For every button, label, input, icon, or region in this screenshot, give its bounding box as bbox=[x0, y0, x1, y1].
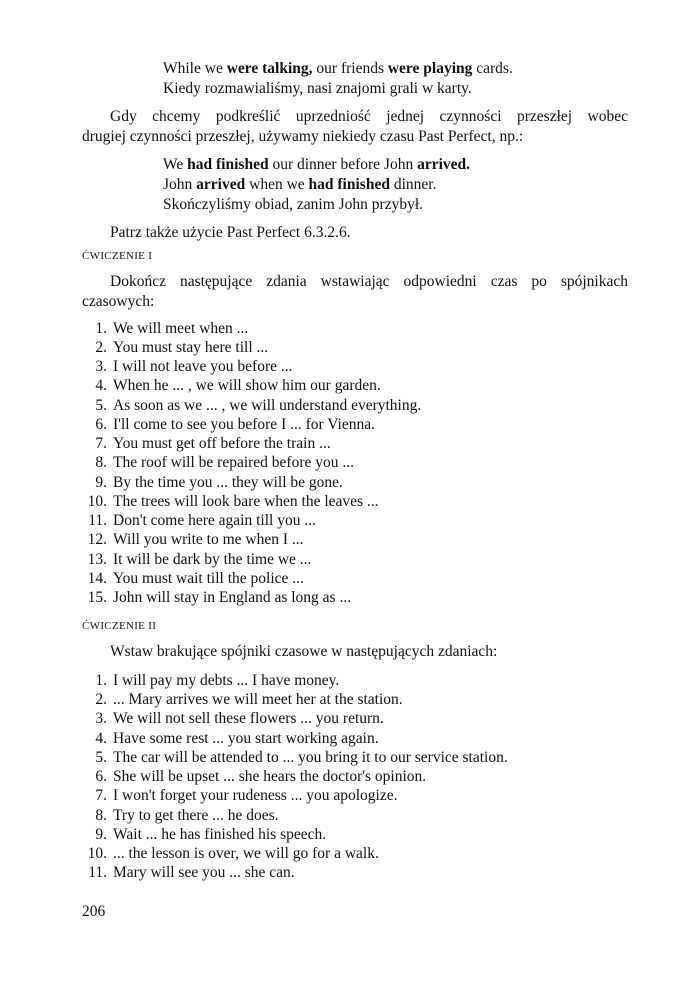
exercise-1-heading: ĆWICZENIE I bbox=[82, 250, 153, 262]
item-number: 3. bbox=[95, 710, 107, 727]
exercise-1-item bbox=[95, 434, 331, 453]
item-text: Wait ... he has finished his speech. bbox=[113, 826, 327, 843]
example-while-en bbox=[163, 59, 513, 78]
exercise-1-item bbox=[88, 511, 316, 530]
item-text: When he ... , we will show him our garden. bbox=[113, 377, 381, 394]
item-number: 4. bbox=[95, 377, 107, 394]
exercise-1-item bbox=[95, 319, 249, 338]
item-number: 7. bbox=[95, 787, 107, 804]
bold-segment: arrived. bbox=[417, 156, 471, 173]
bold-segment: arrived bbox=[196, 176, 246, 193]
item-number: 10. bbox=[87, 493, 107, 510]
item-text: Mary will see you ... she can. bbox=[113, 864, 295, 881]
text-segment: cards. bbox=[472, 60, 513, 77]
item-number: 8. bbox=[95, 807, 107, 824]
exercise-2-item bbox=[95, 690, 403, 709]
text-segment: when we bbox=[245, 176, 309, 193]
item-text: I won't forget your rudeness ... you apologize. bbox=[113, 787, 398, 804]
exercise-1-item bbox=[95, 473, 343, 492]
item-number: 2. bbox=[95, 691, 107, 708]
item-text: ... the lesson is over, we will go for a walk. bbox=[113, 845, 379, 862]
page-number: 206 bbox=[82, 903, 106, 920]
see-also-note: Patrz także użycie Past Perfect 6.3.2.6. bbox=[110, 224, 351, 241]
item-number: 6. bbox=[95, 768, 107, 785]
item-text: I will pay my debts ... I have money. bbox=[113, 672, 340, 689]
bold-segment: had finished bbox=[187, 156, 269, 173]
item-text: She will be upset ... she hears the doctor's opinion. bbox=[113, 768, 427, 785]
item-text: John will stay in England as long as ... bbox=[113, 589, 352, 606]
item-number: 14. bbox=[87, 570, 107, 587]
item-number: 3. bbox=[95, 358, 107, 375]
item-text: By the time you ... they will be gone. bbox=[113, 474, 343, 491]
example-while-pl: Kiedy rozmawialiśmy, nasi znajomi grali w karty. bbox=[163, 80, 472, 97]
item-number: 12. bbox=[87, 531, 107, 548]
exercise-2-item bbox=[95, 709, 384, 728]
text-segment: dinner. bbox=[389, 176, 437, 193]
past-perfect-example-2 bbox=[163, 175, 436, 194]
item-text: I'll come to see you before I ... for Vienna. bbox=[113, 416, 375, 433]
bold-segment: were talking, bbox=[226, 60, 313, 77]
text-segment: We bbox=[163, 156, 188, 173]
item-number: 9. bbox=[95, 474, 107, 491]
exercise-1-item bbox=[87, 492, 379, 511]
item-number: 15. bbox=[87, 589, 107, 606]
past-perfect-intro-line2: drugiej czynności przeszłej, używamy niekiedy czasu Past Perfect, np.: bbox=[82, 128, 524, 145]
exercise-1-instruction-line1: Dokończ następujące zdania wstawiając odpowiedni czas po spójnikach bbox=[110, 273, 628, 290]
exercise-2-item bbox=[95, 767, 427, 786]
item-text: You must get off before the train ... bbox=[113, 435, 331, 452]
exercise-2-item bbox=[95, 729, 379, 748]
exercise-1-item bbox=[87, 569, 304, 588]
past-perfect-example-1 bbox=[163, 155, 470, 174]
item-text: Try to get there ... he does. bbox=[113, 807, 279, 824]
text-segment: While we bbox=[163, 60, 227, 77]
text-segment: our friends bbox=[312, 60, 388, 77]
item-number: 5. bbox=[95, 397, 107, 414]
item-text: The roof will be repaired before you ... bbox=[113, 454, 355, 471]
bold-segment: had finished bbox=[308, 176, 390, 193]
item-text: Have some rest ... you start working again. bbox=[113, 730, 379, 747]
exercise-1-item bbox=[95, 396, 422, 415]
past-perfect-example-pl: Skończyliśmy obiad, zanim John przybył. bbox=[163, 196, 424, 213]
exercise-2-item bbox=[95, 671, 340, 690]
item-number: 8. bbox=[95, 454, 107, 471]
item-text: You must wait till the police ... bbox=[113, 570, 304, 587]
exercise-2-item bbox=[95, 786, 398, 805]
item-number: 10. bbox=[87, 845, 107, 862]
exercise-2-item bbox=[95, 748, 508, 767]
item-number: 11. bbox=[88, 512, 107, 529]
exercise-2-item bbox=[95, 825, 327, 844]
exercise-1-item bbox=[95, 453, 355, 472]
item-number: 2. bbox=[95, 339, 107, 356]
bold-segment: were playing bbox=[387, 60, 473, 77]
exercise-2-heading: ĆWICZENIE II bbox=[82, 620, 157, 632]
item-number: 4. bbox=[95, 730, 107, 747]
item-text: Will you write to me when I ... bbox=[113, 531, 304, 548]
item-text: As soon as we ... , we will understand everything. bbox=[113, 397, 422, 414]
item-number: 9. bbox=[95, 826, 107, 843]
item-number: 11. bbox=[88, 864, 107, 881]
item-text: We will not sell these flowers ... you return. bbox=[113, 710, 384, 727]
item-text: Don't come here again till you ... bbox=[113, 512, 316, 529]
item-text: The car will be attended to ... you bring it to our service station. bbox=[113, 749, 508, 766]
exercise-1-item bbox=[95, 376, 381, 395]
item-number: 7. bbox=[95, 435, 107, 452]
exercise-1-item bbox=[87, 550, 312, 569]
item-number: 1. bbox=[95, 320, 107, 337]
exercise-1-instruction-line2: czasowych: bbox=[82, 293, 155, 310]
exercise-2-item bbox=[88, 863, 295, 882]
exercise-1-item bbox=[95, 415, 375, 434]
item-text: ... Mary arrives we will meet her at the station. bbox=[113, 691, 403, 708]
exercise-1-item bbox=[95, 357, 293, 376]
item-text: We will meet when ... bbox=[113, 320, 249, 337]
text-segment: John bbox=[163, 176, 197, 193]
exercise-2-item bbox=[95, 806, 279, 825]
item-number: 5. bbox=[95, 749, 107, 766]
item-text: I will not leave you before ... bbox=[113, 358, 293, 375]
exercise-1-item bbox=[87, 588, 352, 607]
item-number: 13. bbox=[87, 551, 107, 568]
item-number: 1. bbox=[95, 672, 107, 689]
item-text: You must stay here till ... bbox=[113, 339, 269, 356]
item-number: 6. bbox=[95, 416, 107, 433]
item-text: The trees will look bare when the leaves ... bbox=[113, 493, 379, 510]
exercise-2-item bbox=[87, 844, 379, 863]
past-perfect-intro-line1: Gdy chcemy podkreślić uprzedniość jednej czynności przeszłej wobec bbox=[110, 108, 628, 125]
exercise-2-instruction: Wstaw brakujące spójniki czasowe w następujących zdaniach: bbox=[110, 643, 498, 660]
item-text: It will be dark by the time we ... bbox=[113, 551, 312, 568]
exercise-1-item bbox=[95, 338, 269, 357]
exercise-1-item bbox=[87, 530, 304, 549]
text-segment: our dinner before John bbox=[268, 156, 418, 173]
